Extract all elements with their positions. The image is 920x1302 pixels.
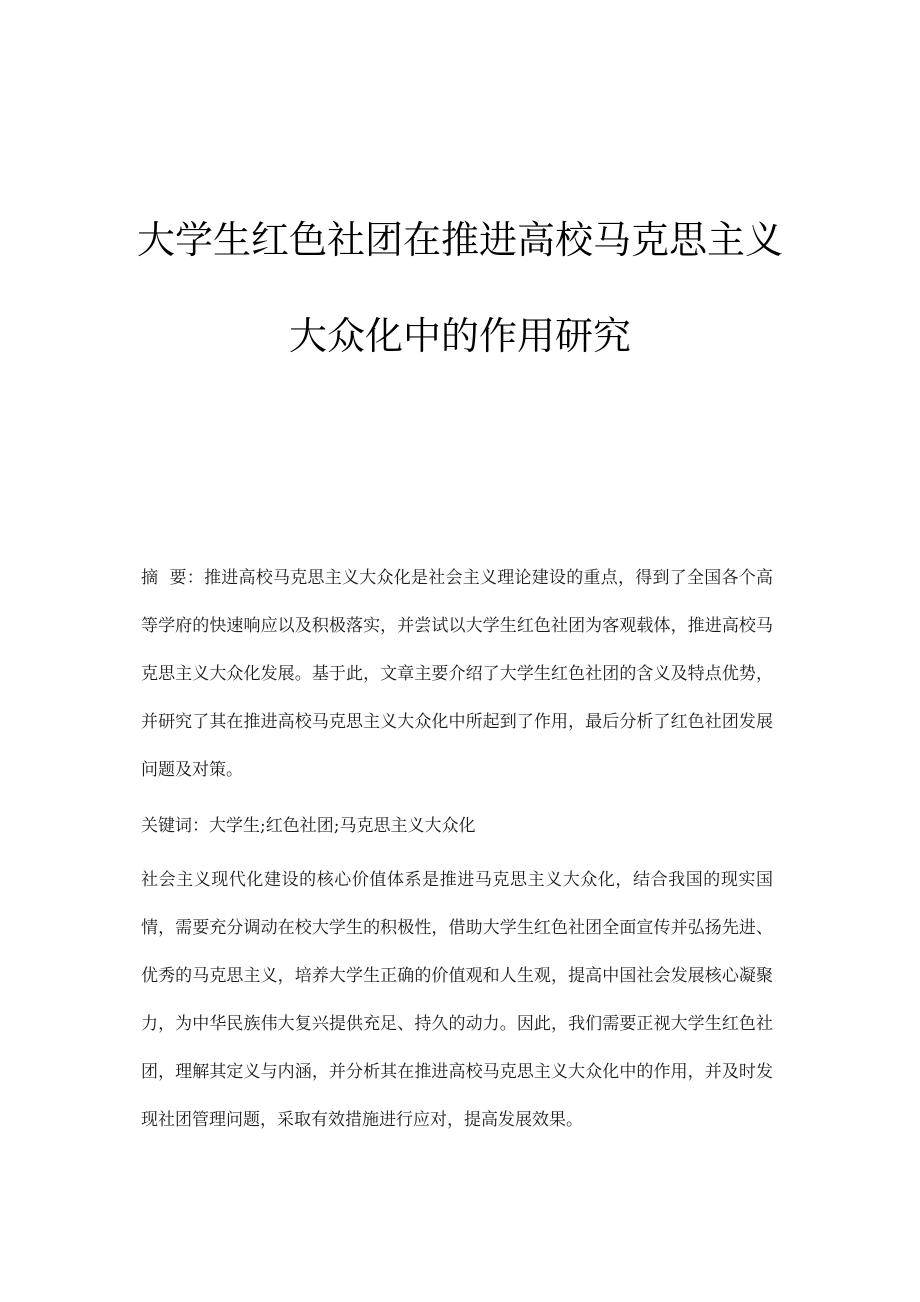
abstract-text: 推进高校马克思主义大众化是社会主义理论建设的重点，得到了全国各个高等学府的快速响应以及积极落实，并尝试以大学生红色社团为客观载体，推进高校马克思主义大众化发展。基于此，文章主要介绍了大学生红色社团的含义及特点优势，并研究了其在推进高校马克思主义大众化中所起到了作用，最后分析了红色社团发展问题及对策。 <box>141 568 774 780</box>
document-title-line-1: 大学生红色社团在推进高校马克思主义 <box>136 218 783 262</box>
abstract-label: 摘 要： <box>141 568 205 588</box>
intro-paragraph: 社会主义现代化建设的核心价值体系是推进马克思主义大众化，结合我国的现实国情，需要充分调动在校大学生的积极性，借助大学生红色社团全面宣传并弘扬先进、优秀的马克思主义，培养大学生正确的价值观和人生观，提高中国社会发展核心凝聚力，为中华民族伟大复兴提供充足、持久的动力。因此，我们需要正视大学生红色社团，理解其定义与内涵，并分析其在推进高校马克思主义大众化中的作用，并及时发现社团管理问题，采取有效措施进行应对，提高发展效果。 <box>141 870 773 1130</box>
keywords-text: 大学生;红色社团;马克思主义大众化 <box>209 816 476 836</box>
keywords-label: 关键词： <box>141 816 209 836</box>
document-title-line-2: 大众化中的作用研究 <box>288 314 631 358</box>
keywords-line <box>141 802 773 850</box>
abstract-paragraph <box>141 554 773 794</box>
